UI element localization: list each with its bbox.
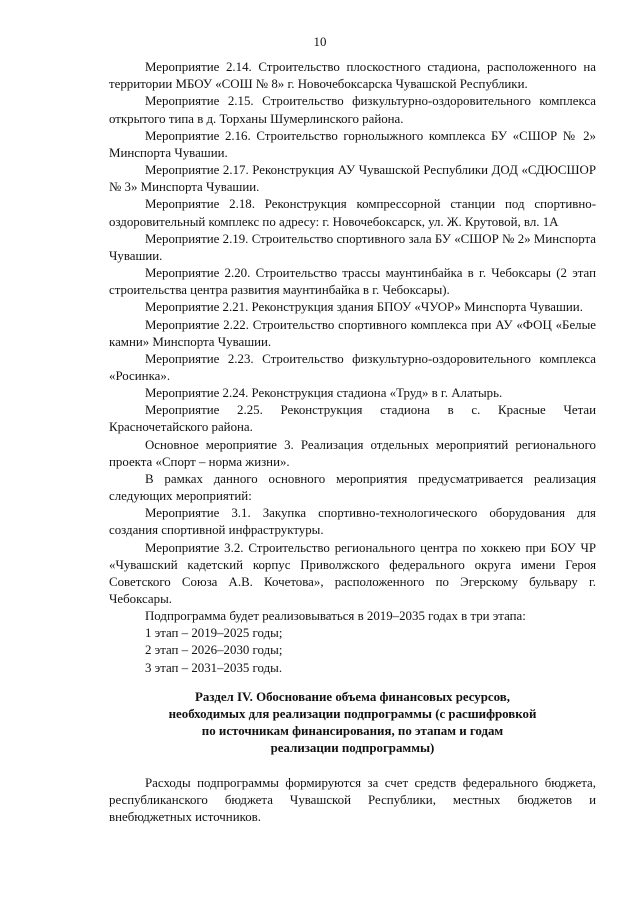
paragraph-measure-2-15: Мероприятие 2.15. Строительство физкультурно-оздоровительного комплекса открытого типа в д. Торханы Шумерлинского района.: [109, 94, 596, 126]
paragraph-expenses: Расходы подпрограммы формируются за счет средств федерального бюджета, республиканского бюджета Чувашской Республики, местных бюджетов и внебюджетных источников.: [109, 775, 596, 825]
paragraph-measure-2-20: Мероприятие 2.20. Строительство трассы маунтинбайка в г. Чебоксары (2 этап строительства центра развития маунтинбайка в г. Чебоксары).: [109, 266, 596, 298]
body-text: [109, 59, 596, 677]
paragraph-measure-2-19: Мероприятие 2.19. Строительство спортивного зала БУ «СШОР № 2» Минспорта Чувашии.: [109, 231, 596, 263]
paragraph-measure-2-16: Мероприятие 2.16. Строительство горнолыжного комплекса БУ «СШОР № 2» Минспорта Чувашии.: [109, 128, 596, 160]
paragraph-measure-2-25: Мероприятие 2.25. Реконструкция стадиона в с. Красные Четаи Красночетайского района.: [109, 403, 596, 435]
paragraph-measure-2-22: Мероприятие 2.22. Строительство спортивного комплекса при АУ «ФОЦ «Белые камни» Минспорта Чувашии.: [109, 317, 596, 349]
paragraph-measure-3-1: Мероприятие 3.1. Закупка спортивно-технологического оборудования для создания спортивной инфраструктуры.: [109, 506, 596, 538]
paragraph-measure-3-2: Мероприятие 3.2. Строительство регионального центра по хоккею при БОУ ЧР «Чувашский кадетский корпус Приволжского федерального округа имени Героя Советского Союза А.В. Кочетова», расположенного по Эгерскому бульвару г. Чебоксары.: [109, 540, 596, 606]
stage-1: 1 этап – 2019–2025 годы;: [145, 626, 283, 641]
paragraph-measure-2-21: Мероприятие 2.21. Реконструкция здания БПОУ «ЧУОР» Минспорта Чувашии.: [145, 300, 583, 315]
paragraph-measure-2-18: Мероприятие 2.18. Реконструкция компрессорной станции под спортивно-оздоровительный комплекс по адресу: г. Новочебоксарск, ул. Ж. Крутовой, вл. 1А: [109, 197, 596, 229]
paragraph-stages-intro: Подпрограмма будет реализовываться в 2019–2035 годах в три этапа:: [145, 609, 526, 624]
paragraph-intro-measures: В рамках данного основного мероприятия предусматривается реализация следующих мероприятий:: [109, 471, 596, 504]
paragraph-main-measure-3: Основное мероприятие 3. Реализация отдельных мероприятий регионального проекта «Спорт – норма жизни».: [109, 437, 596, 469]
paragraph-measure-2-14: Мероприятие 2.14. Строительство плоскостного стадиона, расположенного на территории МБОУ «СОШ № 8» г. Новочебоксарска Чувашской Республики.: [109, 60, 596, 92]
paragraph-measure-2-24: Мероприятие 2.24. Реконструкция стадиона «Труд» в г. Алатырь.: [145, 386, 503, 401]
section-title-line: Раздел IV. Обоснование объема финансовых ресурсов,: [195, 689, 510, 704]
section-title-line: необходимых для реализации подпрограммы (с расшифровкой: [168, 706, 537, 721]
paragraph-measure-2-23: Мероприятие 2.23. Строительство физкультурно-оздоровительного комплекса «Росинка».: [109, 351, 596, 383]
stage-2: 2 этап – 2026–2030 годы;: [145, 643, 283, 658]
paragraph-measure-2-17: Мероприятие 2.17. Реконструкция АУ Чувашской Республики ДОД «СДЮСШОР № 3» Минспорта Чувашии.: [109, 163, 596, 195]
section-title-line: по источникам финансирования, по этапам и годам: [201, 723, 504, 738]
section-title: [109, 689, 596, 757]
stage-3: 3 этап – 2031–2035 годы.: [145, 660, 283, 675]
section-title-line: реализации подпрограммы): [270, 740, 435, 755]
page-number: 10: [313, 35, 327, 49]
